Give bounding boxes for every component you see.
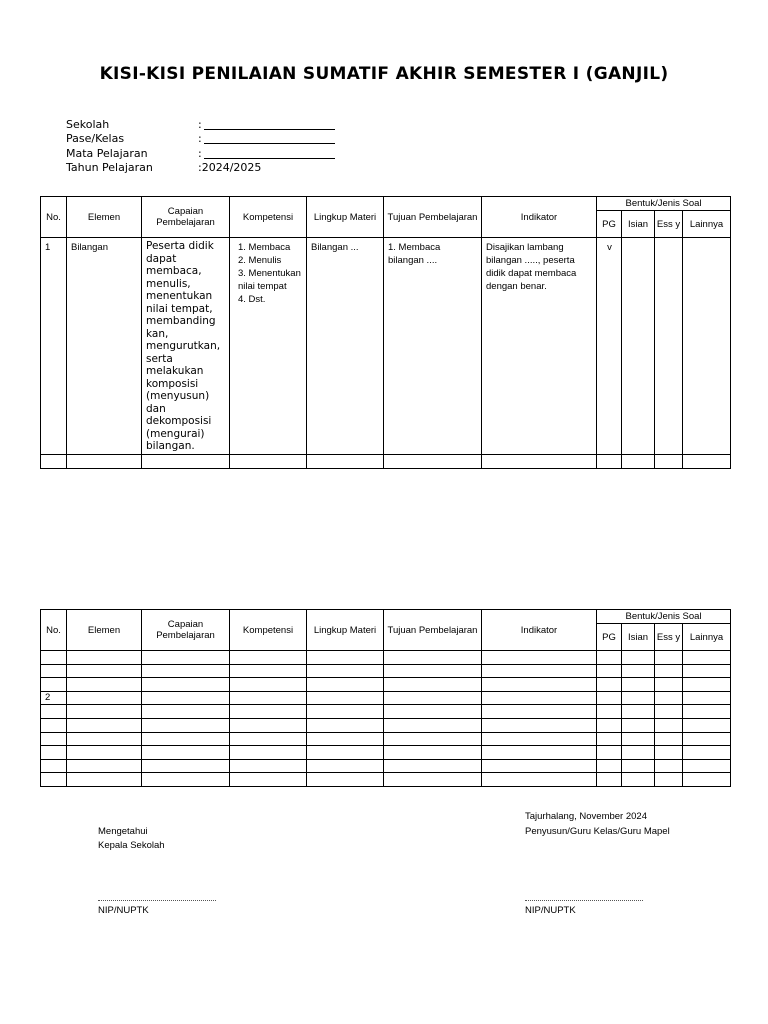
info-row-sekolah: Sekolah : bbox=[66, 117, 335, 132]
info-label: Tahun Pelajaran bbox=[66, 161, 153, 175]
header-elemen: Elemen bbox=[67, 610, 142, 651]
table-row bbox=[41, 732, 731, 746]
header-bentuk-soal: Bentuk/Jenis Soal bbox=[597, 610, 731, 624]
header-elemen: Elemen bbox=[67, 197, 142, 238]
table-row bbox=[41, 705, 731, 719]
header-tujuan: Tujuan Pembelajaran bbox=[384, 610, 482, 651]
tahun-value: 2024/2025 bbox=[201, 161, 262, 175]
cell-no: 2 bbox=[41, 691, 67, 705]
header-lainnya: Lainnya bbox=[683, 624, 731, 651]
nip-right: NIP/NUPTK bbox=[525, 905, 576, 916]
cell-no bbox=[41, 773, 67, 787]
cell-no bbox=[41, 732, 67, 746]
nip-left: NIP/NUPTK bbox=[98, 905, 149, 916]
table-row bbox=[41, 455, 731, 469]
cell-no bbox=[41, 718, 67, 732]
cell-no bbox=[41, 705, 67, 719]
mapel-field[interactable] bbox=[204, 148, 335, 159]
header-indikator: Indikator bbox=[482, 197, 597, 238]
table-row bbox=[41, 746, 731, 760]
header-lingkup: Lingkup Materi bbox=[307, 610, 384, 651]
cell-no bbox=[41, 678, 67, 692]
kepala-sekolah-label: Kepala Sekolah bbox=[98, 840, 165, 851]
info-label: Pase/Kelas bbox=[66, 132, 125, 146]
info-row-tahun: Tahun Pelajaran : 2024/2025 bbox=[66, 161, 262, 175]
header-indikator: Indikator bbox=[482, 610, 597, 651]
kisi-table-2 bbox=[40, 609, 731, 787]
table-row bbox=[41, 773, 731, 787]
cell-elemen: Bilangan bbox=[67, 238, 142, 455]
header-no: No. bbox=[41, 197, 67, 238]
header-isian: Isian bbox=[622, 211, 655, 238]
table-row bbox=[41, 718, 731, 732]
header-lainnya: Lainnya bbox=[683, 211, 731, 238]
cell-no bbox=[41, 664, 67, 678]
kompetensi-item: 1. Membaca bbox=[238, 242, 291, 253]
info-label: Sekolah bbox=[66, 117, 110, 131]
cell-no bbox=[41, 746, 67, 760]
cell-no bbox=[41, 651, 67, 665]
table-row bbox=[41, 691, 731, 705]
kelas-field[interactable] bbox=[204, 133, 335, 144]
header-essay: Ess y bbox=[655, 624, 683, 651]
cell-no bbox=[41, 759, 67, 773]
table-row bbox=[41, 759, 731, 773]
header-isian: Isian bbox=[622, 624, 655, 651]
header-pg: PG bbox=[597, 211, 622, 238]
header-capaian: Capaian Pembelajaran bbox=[142, 197, 230, 238]
kompetensi-item: 3. Menentukan nilai tempat bbox=[238, 268, 301, 292]
header-capaian: Capaian Pembelajaran bbox=[142, 610, 230, 651]
table-row bbox=[41, 651, 731, 665]
cell-pg: v bbox=[597, 238, 622, 455]
header-bentuk-soal: Bentuk/Jenis Soal bbox=[597, 197, 731, 211]
cell-lainnya bbox=[683, 238, 731, 455]
header-kompetensi: Kompetensi bbox=[230, 197, 307, 238]
school-info bbox=[66, 117, 335, 175]
header-essay: Ess y bbox=[655, 211, 683, 238]
header-tujuan: Tujuan Pembelajaran bbox=[384, 197, 482, 238]
info-label: Mata Pelajaran bbox=[66, 146, 148, 160]
header-kompetensi: Kompetensi bbox=[230, 610, 307, 651]
cell-capaian: Peserta didik dapat membaca, menulis, menentukan nilai tempat, membanding kan, mengurutkan, serta melakukan komposisi (menyusun) dan dekomposisi (mengurai) bilangan. bbox=[142, 238, 230, 455]
penyusun-label: Penyusun/Guru Kelas/Guru Mapel bbox=[525, 826, 670, 837]
kompetensi-item: 4. Dst. bbox=[238, 294, 266, 305]
table2-body bbox=[41, 651, 731, 787]
cell-tujuan: 1. Membaca bilangan .... bbox=[384, 238, 482, 455]
signature-line-right bbox=[525, 893, 643, 904]
info-row-mapel: Mata Pelajaran : bbox=[66, 146, 335, 161]
header-no: No. bbox=[41, 610, 67, 651]
place-date: Tajurhalang, November 2024 bbox=[525, 811, 647, 822]
table-row bbox=[41, 664, 731, 678]
kompetensi-item: 2. Menulis bbox=[238, 255, 282, 266]
cell-kompetensi bbox=[230, 238, 307, 455]
table-row bbox=[41, 678, 731, 692]
info-row-kelas: Pase/Kelas : bbox=[66, 132, 335, 147]
cell-no: 1 bbox=[41, 238, 67, 455]
cell-indikator: Disajikan lambang bilangan ....., peserta didik dapat membaca dengan benar. bbox=[482, 238, 597, 455]
cell-essay bbox=[655, 238, 683, 455]
cell-isian bbox=[622, 238, 655, 455]
page-title: KISI-KISI PENILAIAN SUMATIF AKHIR SEMESTER I (GANJIL) bbox=[99, 64, 669, 84]
header-pg: PG bbox=[597, 624, 622, 651]
header-lingkup: Lingkup Materi bbox=[307, 197, 384, 238]
signature-line-left bbox=[98, 893, 216, 904]
cell-lingkup: Bilangan ... bbox=[307, 238, 384, 455]
mengetahui-label: Mengetahui bbox=[98, 826, 148, 837]
sekolah-field[interactable] bbox=[204, 119, 335, 130]
kisi-table-1 bbox=[40, 196, 731, 469]
